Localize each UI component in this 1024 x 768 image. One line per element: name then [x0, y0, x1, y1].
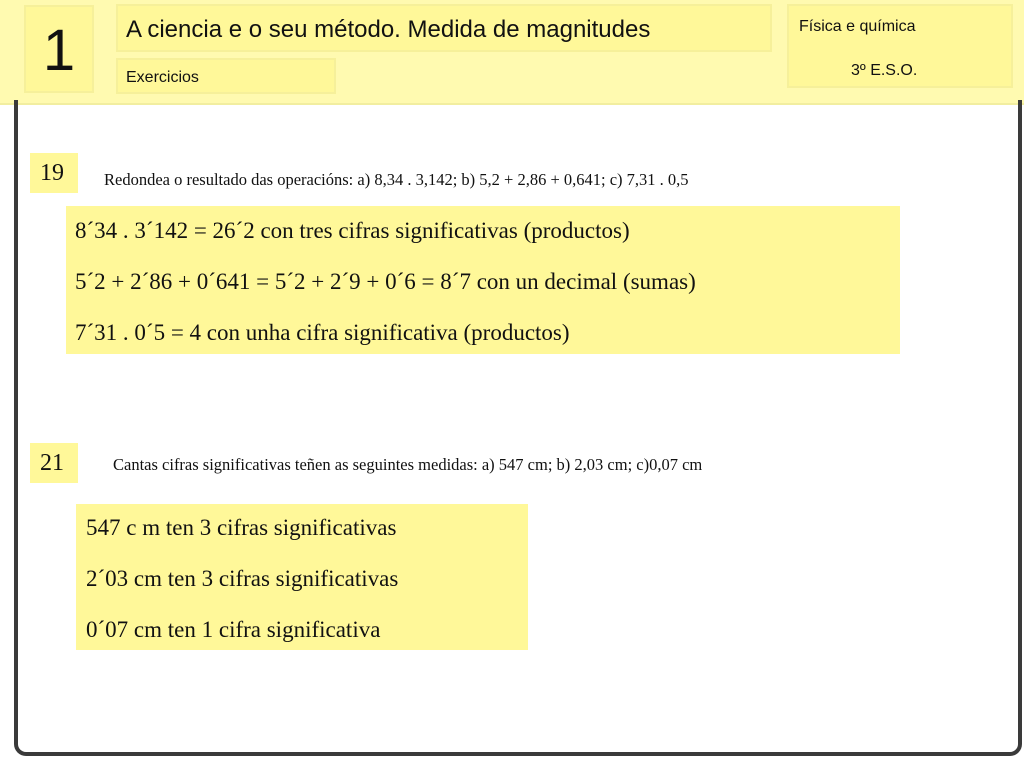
- exercise-question-19: Redondea o resultado das operacións: a) 8,34 . 3,142; b) 5,2 + 2,86 + 0,641; c) 7,31 . 0,5: [104, 170, 689, 189]
- subject-label: Física e química: [799, 18, 916, 35]
- exercise-answer-19: [66, 206, 900, 354]
- exercise-question-21: Cantas cifras significativas teñen as seguintes medidas: a) 547 cm; b) 2,03 cm; c)0,07 cm: [113, 455, 703, 474]
- unit-number: 1: [24, 5, 94, 93]
- answer-line: 547 c m ten 3 cifras significativas: [86, 515, 397, 540]
- level-label: 3º E.S.O.: [851, 62, 918, 79]
- exercise-number-19: 19: [30, 153, 78, 193]
- answer-line: 5´2 + 2´86 + 0´641 = 5´2 + 2´9 + 0´6 = 8´7 con un decimal (sumas): [75, 269, 696, 294]
- answer-line: 2´03 cm ten 3 cifras significativas: [86, 566, 399, 591]
- exercise-answer-21: [76, 504, 528, 650]
- subject-box: [787, 4, 1013, 88]
- answer-line: 0´07 cm ten 1 cifra significativa: [86, 617, 381, 642]
- section-subtitle: Exercicios: [116, 58, 336, 94]
- exercise-number-21: 21: [30, 443, 78, 483]
- answer-line: 8´34 . 3´142 = 26´2 con tres cifras significativas (productos): [75, 218, 630, 243]
- page-title: A ciencia e o seu método. Medida de magnitudes: [116, 4, 772, 52]
- answer-line: 7´31 . 0´5 = 4 con unha cifra significativa (productos): [75, 320, 570, 345]
